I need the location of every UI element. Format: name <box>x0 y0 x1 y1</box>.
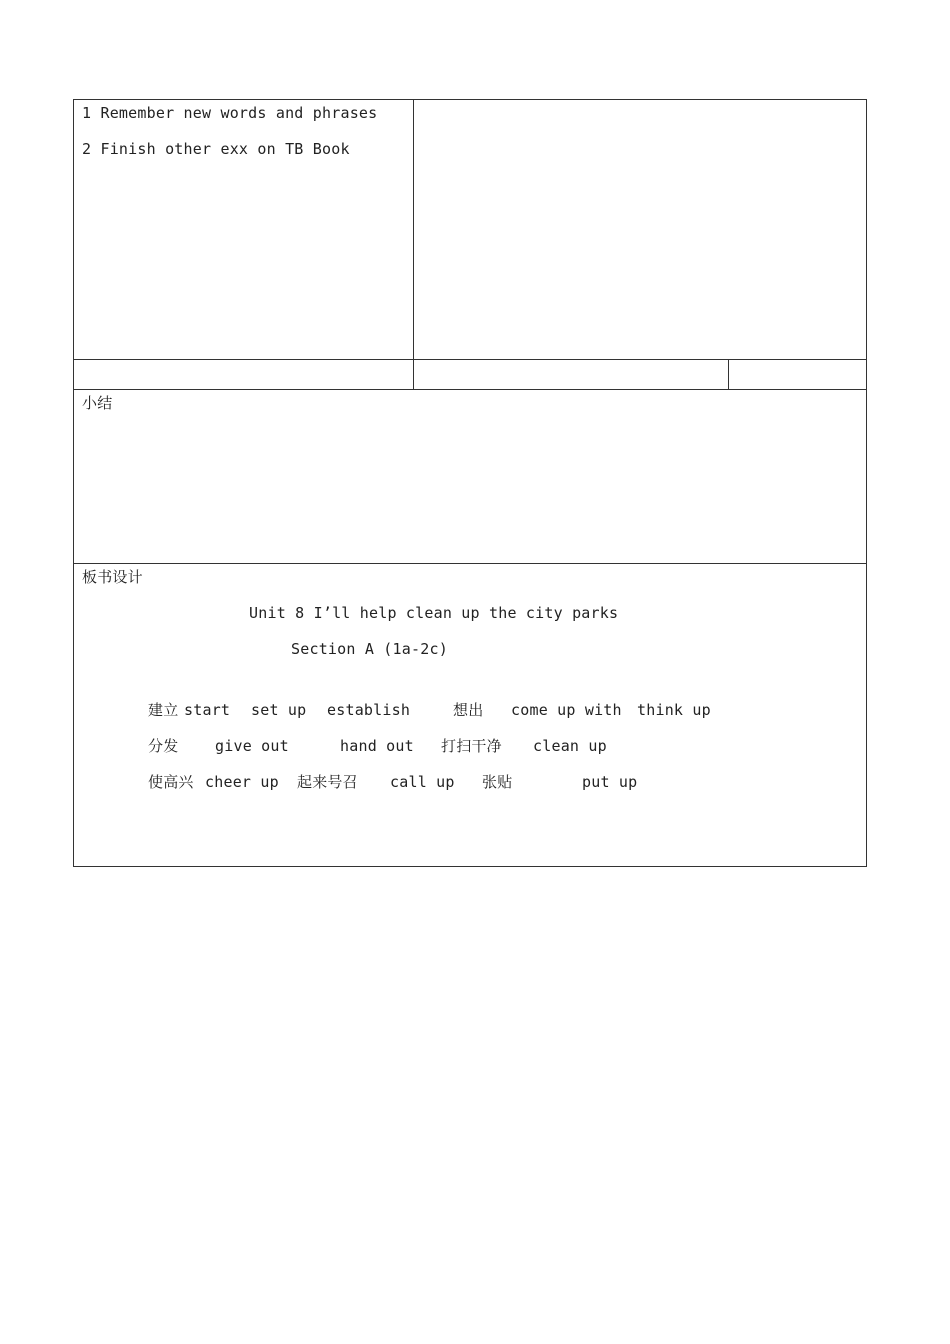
board-design-label: 板书设计 <box>82 568 143 586</box>
board-title: Unit 8 I’ll help clean up the city parks <box>249 604 619 622</box>
vocab-en-give-out: give out <box>215 737 289 755</box>
summary-label: 小结 <box>82 394 113 412</box>
vocab-en-call-up: call up <box>390 773 455 791</box>
vocab-en-clean-up: clean up <box>533 737 607 755</box>
homework-cell <box>73 99 414 360</box>
blank-right-cell <box>413 99 867 360</box>
vocab-en-hand-out: hand out <box>340 737 414 755</box>
vocab-en-think-up: think up <box>637 701 711 719</box>
homework-line-1: 1 Remember new words and phrases <box>82 104 378 122</box>
vocab-en-set-up: set up <box>251 701 307 719</box>
vocab-en-cheer-up: cheer up <box>205 773 279 791</box>
empty-cell-1 <box>73 359 414 390</box>
vocab-en-start: start <box>184 701 231 719</box>
summary-cell <box>73 389 867 564</box>
board-subtitle: Section A (1a-2c) <box>291 640 448 658</box>
homework-line-2: 2 Finish other exx on TB Book <box>82 140 350 158</box>
empty-cell-2 <box>413 359 729 390</box>
vocab-zh-jianli: 建立 <box>148 701 179 719</box>
vocab-en-come-up-with: come up with <box>511 701 622 719</box>
vocab-zh-zhangtie: 张贴 <box>482 773 513 791</box>
vocab-zh-qilaihaozhao: 起来号召 <box>297 773 358 791</box>
vocab-zh-dasaoganjing: 打扫干净 <box>441 737 502 755</box>
vocab-zh-xiangchu: 想出 <box>453 701 484 719</box>
vocab-zh-shigaoxing: 使高兴 <box>148 773 194 791</box>
vocab-en-put-up: put up <box>582 773 638 791</box>
vocab-en-establish: establish <box>327 701 411 719</box>
vocab-zh-fenfa: 分发 <box>148 737 179 755</box>
empty-cell-3 <box>728 359 867 390</box>
